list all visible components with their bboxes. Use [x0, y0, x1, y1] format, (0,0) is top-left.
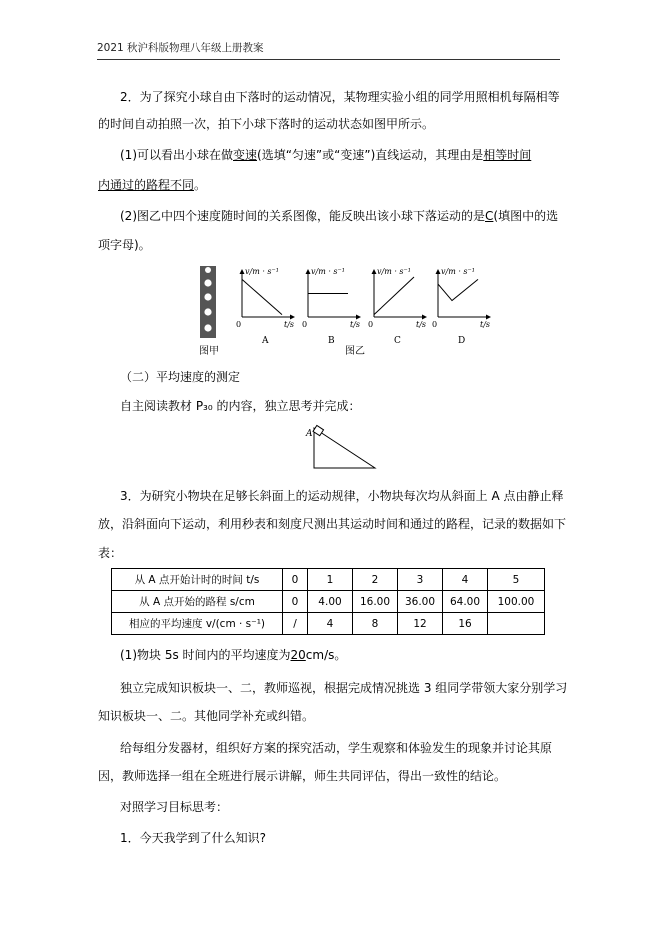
x-axis-arrow	[422, 315, 427, 320]
y-axis-label: v/m · s⁻¹	[377, 267, 411, 276]
q3-line1: 3．为研究小物块在足够长斜面上的运动规律，小物块每次均从斜面上 A 点由静止释	[120, 489, 564, 503]
q2-line1: 2．为了探究小球自由下落时的运动情况，某物理实验小组的同学用照相机每隔相等	[120, 90, 560, 104]
table-cell: 16	[443, 613, 488, 635]
q2-part1-mid: (选填“匀速”或“变速”)直线运动，其理由是	[257, 148, 484, 162]
section2-title: （二）平均速度的测定	[120, 370, 241, 384]
graph-letter: B	[328, 336, 335, 346]
x-axis-arrow	[486, 315, 491, 320]
table-cell: 5	[488, 569, 545, 591]
x-axis-label: t/s	[284, 320, 295, 329]
q2-part1-end: 。	[194, 178, 207, 192]
body-p1b: 知识板块一、二。其他同学补充或纠错。	[98, 709, 315, 723]
table-cell: 100.00	[488, 591, 545, 613]
table-row	[112, 569, 545, 591]
table-cell: 0	[283, 569, 308, 591]
x-axis-label: t/s	[480, 320, 491, 329]
origin-label: 0	[432, 320, 438, 329]
graph-line	[242, 279, 282, 314]
q2-part1	[120, 147, 531, 163]
graph-letter: C	[394, 336, 401, 346]
body-p3: 对照学习目标思考：	[120, 800, 229, 814]
q2-part2	[120, 208, 558, 224]
incline-block	[313, 425, 324, 435]
incline-triangle	[314, 428, 375, 468]
graph-letter: A	[262, 336, 269, 346]
y-axis-label: v/m · s⁻¹	[311, 267, 345, 276]
body-p4: 1．今天我学到了什么知识?	[120, 831, 267, 845]
origin-label: 0	[368, 320, 374, 329]
section2-intro: 自主阅读教材 P₃₀ 的内容，独立思考并完成：	[120, 399, 361, 413]
y-axis-arrow	[372, 269, 377, 274]
x-axis-label: t/s	[350, 320, 361, 329]
incline-point-label: A	[306, 429, 313, 439]
row-label: 从 A 点开始的路程 s/cm	[112, 591, 283, 613]
table-cell: 12	[398, 613, 443, 635]
row-label: 从 A 点开始计时的时间 t/s	[112, 569, 283, 591]
caption-left: 图甲	[199, 346, 219, 357]
q2-part1-cont	[98, 177, 206, 193]
body-p2a: 给每组分发器材，组织好方案的探究活动，学生观察和体验发生的现象并讨论其原	[120, 741, 553, 755]
q2-part2-answer: C	[485, 209, 494, 223]
table-cell: /	[283, 613, 308, 635]
table-cell: 4.00	[308, 591, 353, 613]
x-axis-arrow	[356, 315, 361, 320]
origin-label: 0	[236, 320, 242, 329]
row-label: 相应的平均速度 v/(cm · s⁻¹)	[112, 613, 283, 635]
table-row	[112, 613, 545, 635]
origin-label: 0	[302, 320, 308, 329]
y-axis-arrow	[240, 269, 245, 274]
table-cell: 8	[353, 613, 398, 635]
motion-data-table	[111, 568, 545, 635]
q2-part1-pre: (1)可以看出小球在做	[120, 148, 233, 162]
y-axis-arrow	[306, 269, 311, 274]
graph-line	[374, 277, 414, 315]
y-axis-label: v/m · s⁻¹	[441, 267, 475, 276]
page-header: 2021 秋沪科版物理八年级上册教案	[97, 42, 264, 54]
y-axis-label: v/m · s⁻¹	[245, 267, 279, 276]
table-row	[112, 591, 545, 613]
table-cell: 0	[283, 591, 308, 613]
q2-part1-answer1: 变速	[233, 148, 258, 162]
x-axis-label: t/s	[416, 320, 427, 329]
q2-part2-pre: (2)图乙中四个速度随时间的关系图像，能反映出该小球下落运动的是	[120, 209, 486, 223]
caption-right: 图乙	[345, 346, 365, 357]
x-axis-arrow	[290, 315, 295, 320]
header-divider	[97, 59, 560, 60]
table-cell	[488, 613, 545, 635]
table-cell: 36.00	[398, 591, 443, 613]
q2-part2-post: (填图中的选	[493, 209, 559, 223]
table-cell: 3	[398, 569, 443, 591]
graph-line	[438, 279, 478, 300]
q2-part1-answer2b: 内通过的路程不同	[98, 178, 195, 192]
q3-answer	[120, 647, 346, 663]
table-cell: 2	[353, 569, 398, 591]
q3-line2: 放，沿斜面向下运动，利用秒表和刻度尺测出其运动时间和通过的路程，记录的数据如下	[98, 517, 567, 531]
body-p2b: 因，教师选择一组在全班进行展示讲解，师生共同评估，得出一致性的结论。	[98, 769, 507, 783]
velocity-figure	[190, 262, 500, 357]
table-cell: 4	[443, 569, 488, 591]
body-p1a: 独立完成知识板块一、二，教师巡视，根据完成情况挑选 3 组同学带领大家分别学习	[120, 681, 568, 695]
q3-answer-post: cm/s。	[305, 648, 347, 662]
incline-diagram	[305, 424, 379, 470]
q3-line3: 表：	[98, 546, 123, 560]
table-cell: 16.00	[353, 591, 398, 613]
q2-part2-line2: 项字母)。	[98, 238, 151, 252]
graphs-group	[236, 267, 491, 346]
q3-answer-value: 20	[290, 648, 306, 662]
table-cell: 1	[308, 569, 353, 591]
y-axis-arrow	[436, 269, 441, 274]
table-cell: 64.00	[443, 591, 488, 613]
q3-answer-pre: (1)物块 5s 时间内的平均速度为	[120, 648, 291, 662]
graph-letter: D	[458, 336, 466, 346]
q2-part1-answer2a: 相等时间	[483, 148, 532, 162]
table-cell: 4	[308, 613, 353, 635]
q2-line2: 的时间自动拍照一次，拍下小球下落时的运动状态如图甲所示。	[98, 117, 435, 131]
